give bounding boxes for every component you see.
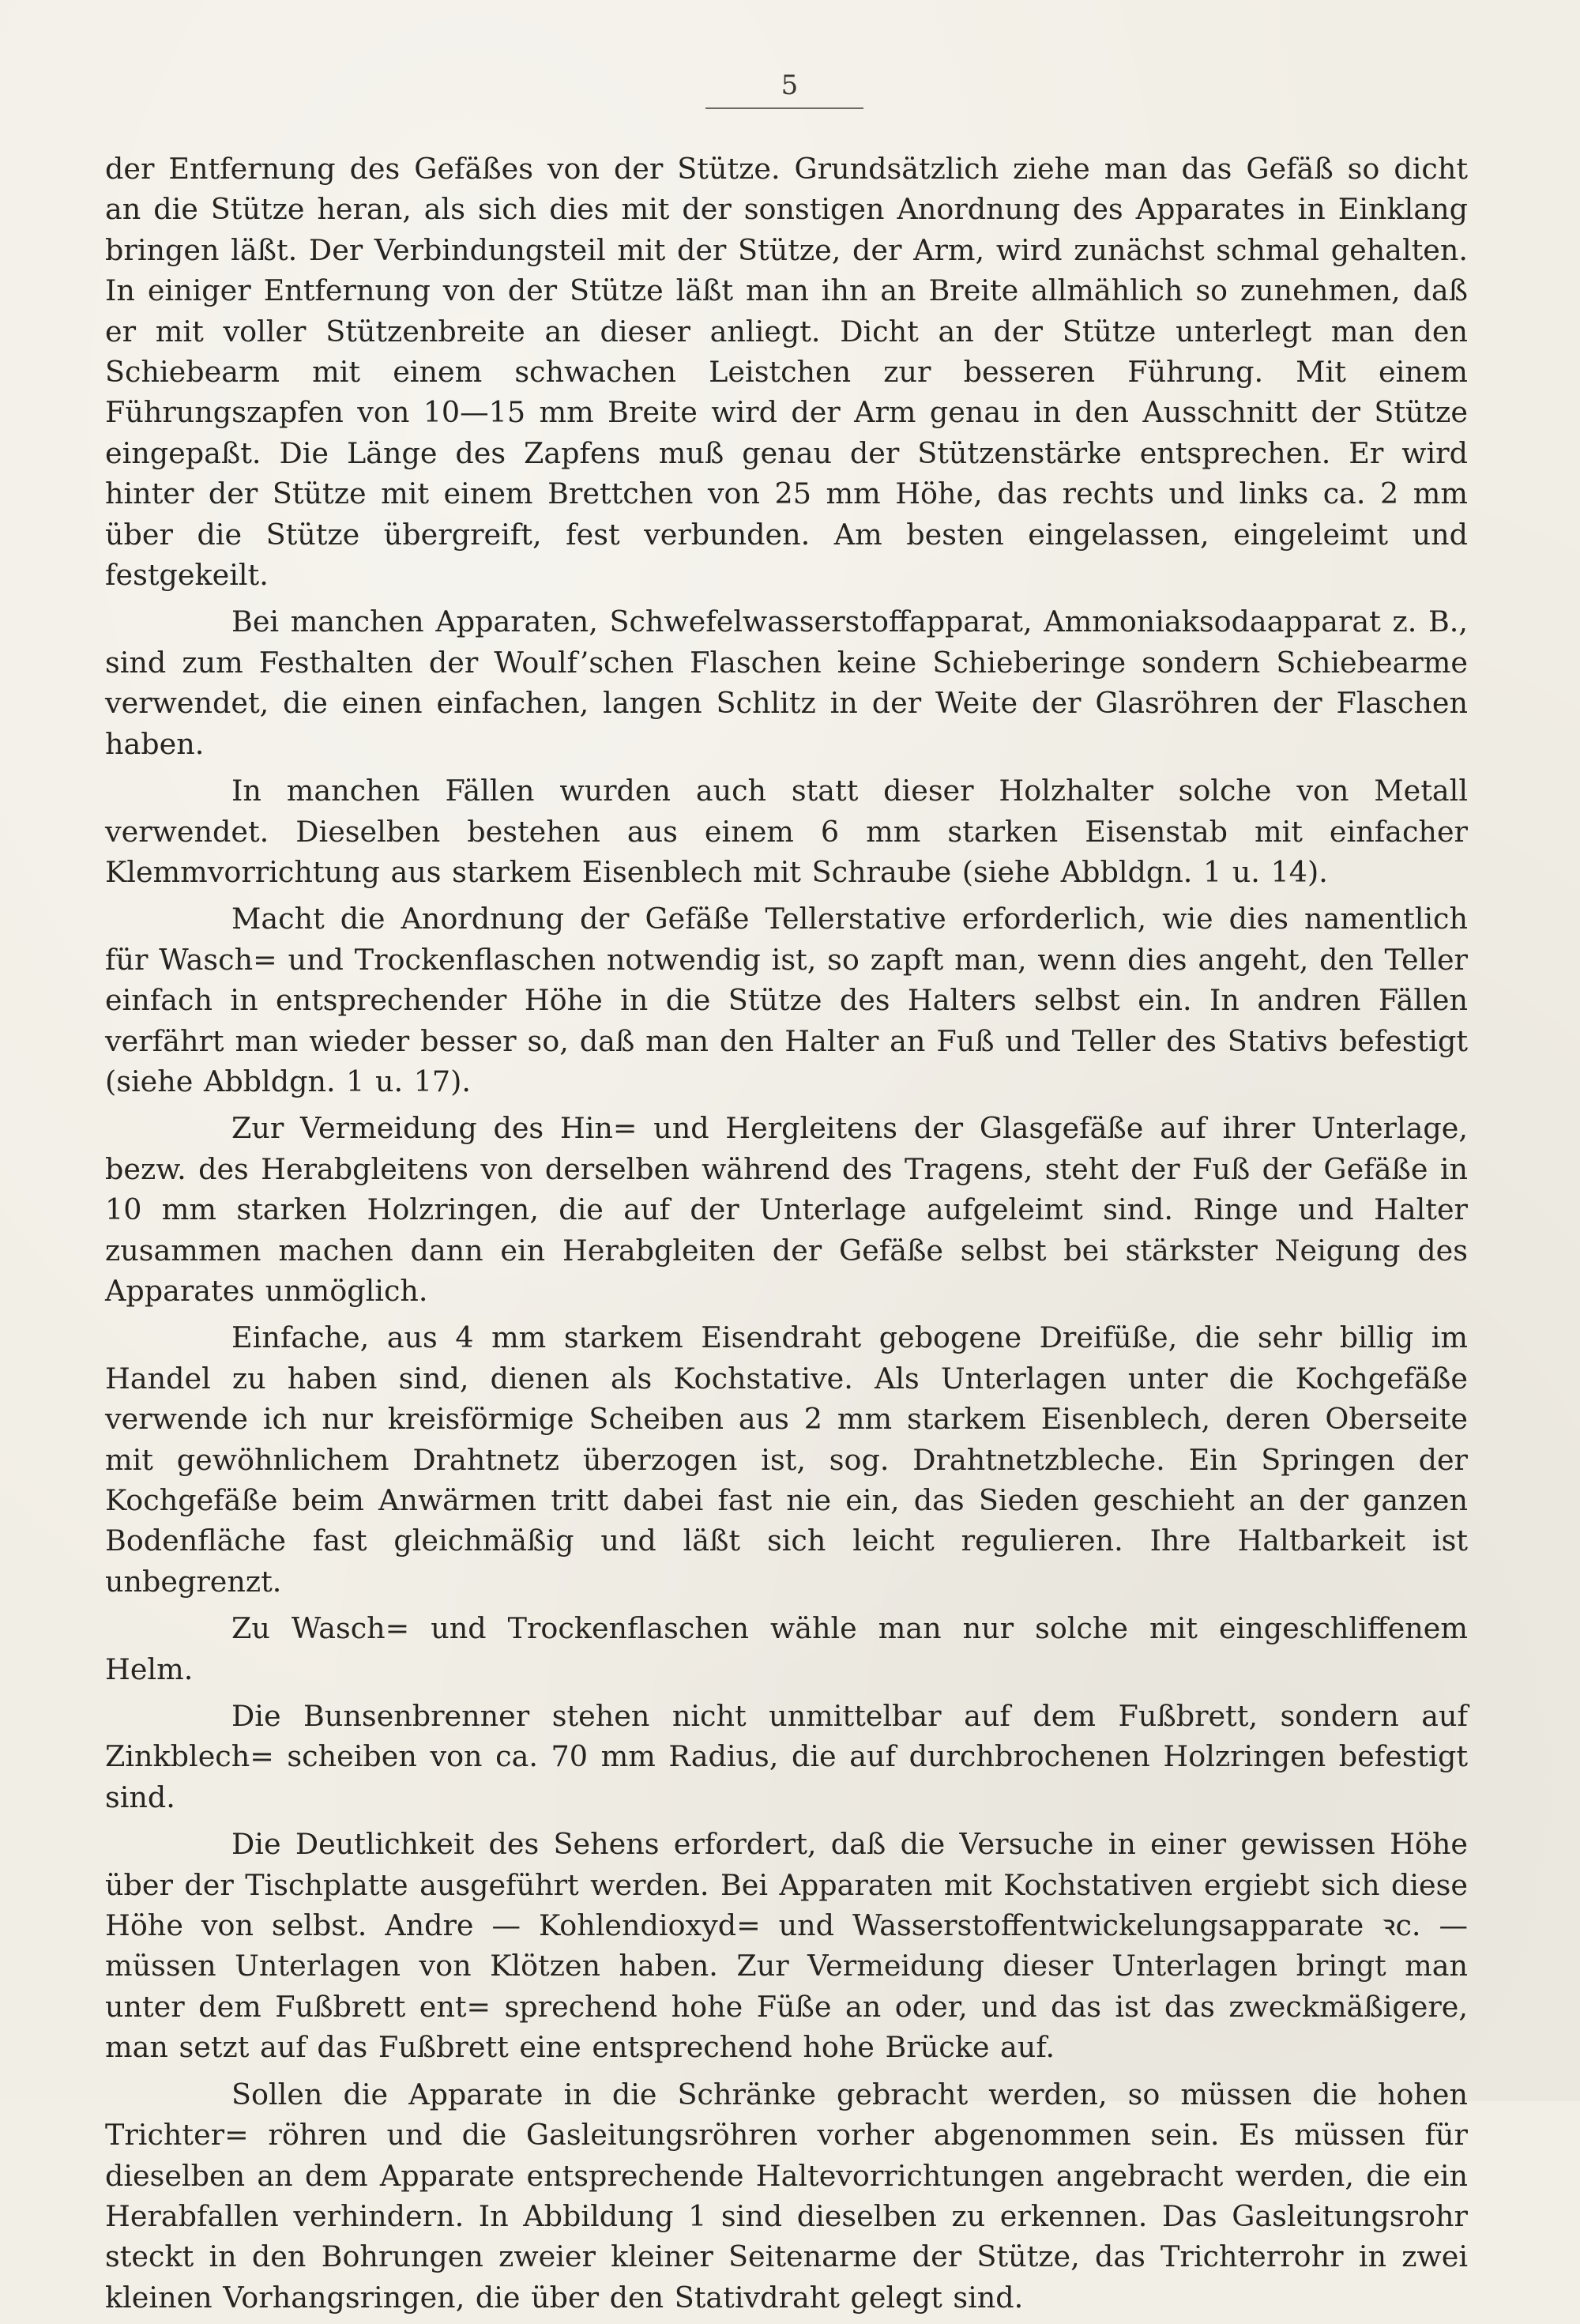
paragraph: In manchen Fällen wurden auch statt dieser Holzhalter solche von Metall verwendet. Dieselben bestehen aus einem 6 mm starken Eisenstab mit einfacher Klemmvorrichtung aus starkem Eisenblech mit Schraube (siehe Abbldgn. 1 u. 14). xyxy=(105,774,1468,889)
page-header xyxy=(0,70,1580,101)
paragraph: Sollen die Apparate in die Schränke gebracht werden, so müssen die hohen Trichter= röhren und die Gasleitungsröhren vorher abgenommen sein. Es müssen für dieselben an dem Apparate entsprechende Haltevorrichtungen angebracht werden, die ein Herabfallen verhindern. In Abbildung 1 sind dieselben zu erkennen. Das Gasleitungsrohr steckt in den Bohrungen zweier kleiner Seitenarme der Stütze, das Trichterrohr in zwei kleinen Vorhangsringen, die über den Stativdraht gelegt sind. xyxy=(105,2077,1468,2315)
paragraph: Die Bunsenbrenner stehen nicht unmittelbar auf dem Fußbrett, sondern auf Zinkblech= scheiben von ca. 70 mm Radius, die auf durchbrochenen Holzringen befestigt sind. xyxy=(105,1699,1468,1814)
paragraph: Die Deutlichkeit des Sehens erfordert, daß die Versuche in einer gewissen Höhe über der Tischplatte ausgeführt werden. Bei Apparaten mit Kochstativen ergiebt sich diese Höhe von selbst. Andre — Kohlendioxyd= und Wasserstoffentwickelungsapparate ꝛc. — müssen Unterlagen von Klötzen haben. Zur Vermeidung dieser Unterlagen bringt man unter dem Fußbrett ent= sprechend hohe Füße an oder, und das ist das zweckmäßigere, man setzt auf das Fußbrett eine entsprechend hohe Brücke auf. xyxy=(105,1827,1468,2065)
page-number: 5 xyxy=(781,70,799,101)
paragraph: Macht die Anordnung der Gefäße Tellerstative erforderlich, wie dies namentlich für Wasch= und Trockenflaschen notwendig ist, so zapft man, wenn dies angeht, den Teller einfach in entsprechender Höhe in die Stütze des Halters selbst ein. In andren Fällen verfährt man wieder besser so, daß man den Halter an Fuß und Teller des Stativs befestigt (siehe Abbldgn. 1 u. 17). xyxy=(105,902,1468,1098)
paragraph: Zu Wasch= und Trockenflaschen wähle man nur solche mit eingeschliffenem Helm. xyxy=(105,1611,1468,1686)
paragraph: Zur Vermeidung des Hin= und Hergleitens der Glasgefäße auf ihrer Unterlage, bezw. des Herabgleitens von derselben während des Tragens, steht der Fuß der Gefäße in 10 mm starken Holzringen, die auf der Unterlage aufgeleimt sind. Ringe und Halter zusammen machen dann ein Herabgleiten der Gefäße selbst bei stärkster Neigung des Apparates unmöglich. xyxy=(105,1111,1468,1308)
paragraph: der Entfernung des Gefäßes von der Stütze. Grundsätzlich ziehe man das Gefäß so dicht an die Stütze heran, als sich dies mit der sonstigen Anordnung des Apparates in Einklang bringen läßt. Der Verbindungsteil mit der Stütze, der Arm, wird zunächst schmal gehalten. In einiger Entfernung von der Stütze läßt man ihn an Breite allmählich so zunehmen, daß er mit voller Stützenbreite an dieser anliegt. Dicht an der Stütze unterlegt man den Schiebearm mit einem schwachen Leistchen zur besseren Führung. Mit einem Führungszapfen von 10—15 mm Breite wird der Arm genau in den Ausschnitt der Stütze eingepaßt. Die Länge des Zapfens muß genau der Stützenstärke entsprechen. Er wird hinter der Stütze mit einem Brettchen von 25 mm Höhe, das rechts und links ca. 2 mm über die Stütze übergreift, fest verbunden. Am besten eingelassen, eingeleimt und festgekeilt. xyxy=(105,152,1468,593)
paragraph: Bei manchen Apparaten, Schwefelwasserstoffapparat, Ammoniaksodaapparat z. B., sind zum Festhalten der Woulf’schen Flaschen keine Schieberinge sondern Schiebearme verwendet, die einen einfachen, langen Schlitz in der Weite der Glasröhren der Flaschen haben. xyxy=(105,605,1468,761)
body-text xyxy=(105,149,1468,2324)
paragraph: Einfache, aus 4 mm starkem Eisendraht gebogene Dreifüße, die sehr billig im Handel zu haben sind, dienen als Kochstative. Als Unterlagen unter die Kochgefäße verwende ich nur kreisförmige Scheiben aus 2 mm starkem Eisenblech, deren Oberseite mit gewöhnlichem Drahtnetz überzogen ist, sog. Drahtnetzbleche. Ein Springen der Kochgefäße beim Anwärmen tritt dabei fast nie ein, das Sieden geschieht an der ganzen Bodenfläche fast gleichmäßig und läßt sich leicht regulieren. Ihre Haltbarkeit ist unbegrenzt. xyxy=(105,1320,1468,1599)
header-rule xyxy=(705,107,863,109)
